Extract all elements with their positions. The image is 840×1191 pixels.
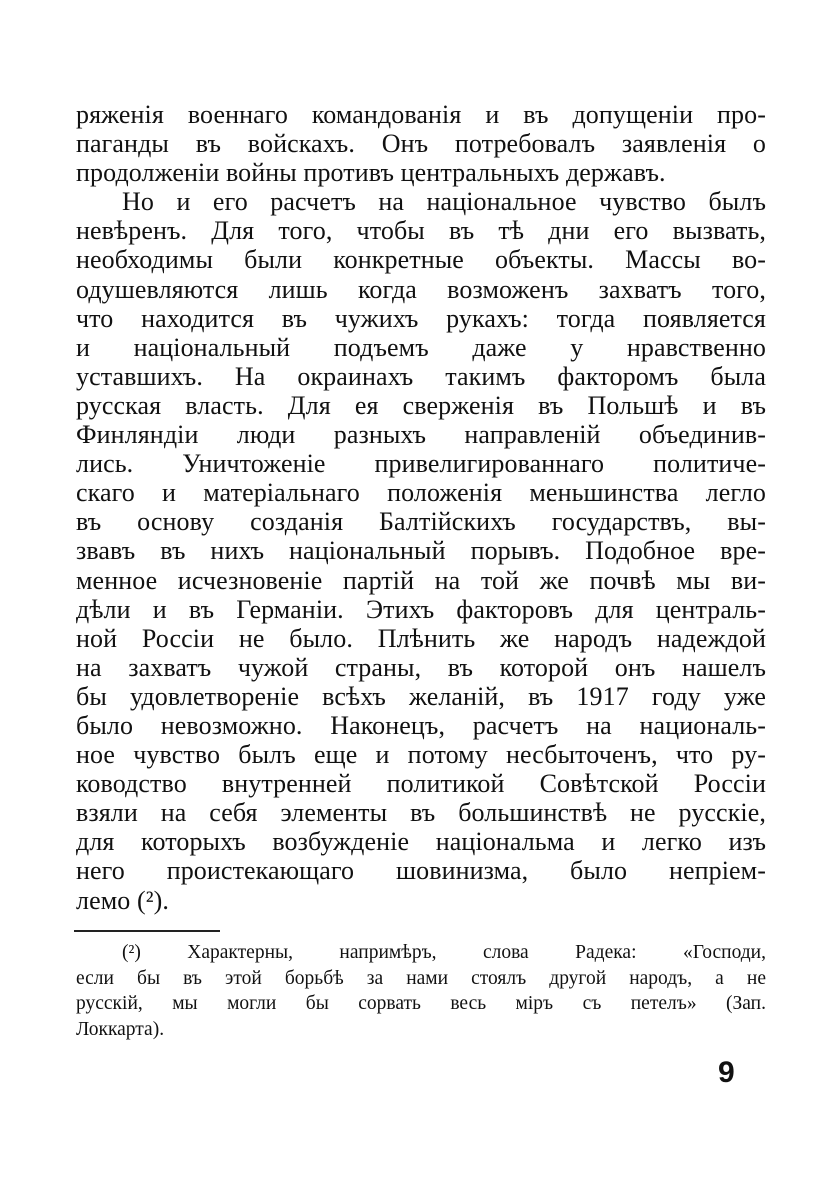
footnote-line: русскій, мы могли бы сорвать весь міръ съ петелъ» (Зап. bbox=[76, 993, 766, 1015]
text-line: на захватъ чужой страны, въ которой онъ нашелъ bbox=[76, 652, 766, 682]
footnote-divider bbox=[74, 930, 220, 932]
text-line: ной Россіи не было. Плѣнить же народъ надеждой bbox=[76, 623, 766, 653]
text-line: продолженіи войны противъ центральныхъ державъ. bbox=[76, 158, 666, 188]
text-line: ководство внутренней политикой Совѣтской Россіи bbox=[76, 769, 766, 799]
footnote-line: если бы въ этой борьбѣ за нами стоялъ другой народъ, а не bbox=[76, 967, 766, 989]
text-line: уставшихъ. На окраинахъ такимъ факторомъ была bbox=[76, 361, 766, 391]
text-line: Финляндіи люди разныхъ направленій объединив- bbox=[76, 420, 766, 450]
text-line: менное исчезновеніе партій на той же почвѣ мы ви- bbox=[76, 565, 766, 595]
text-line: паганды въ войскахъ. Онъ потребовалъ заявленія о bbox=[76, 129, 766, 159]
text-line: скаго и матеріальнаго положенія меньшинства легло bbox=[76, 478, 766, 508]
text-line: русская власть. Для ея сверженія въ Польшѣ и въ bbox=[76, 390, 766, 420]
text-line: что находится въ чужихъ рукахъ: тогда появляется bbox=[76, 303, 766, 333]
text-line: невѣренъ. Для того, чтобы въ тѣ дни его вызвать, bbox=[76, 216, 766, 246]
text-line: ное чувство былъ еще и потому несбыточенъ, что ру- bbox=[76, 740, 766, 770]
text-line: ряженія военнаго командованія и въ допущеніи про- bbox=[76, 100, 766, 129]
text-line: звавъ въ нихъ національный порывъ. Подобное вре- bbox=[76, 536, 766, 566]
paragraph-start-line: Но и его расчетъ на національное чувство былъ bbox=[122, 187, 766, 217]
text-line: бы удовлетвореніе всѣхъ желаній, въ 1917 году уже bbox=[76, 681, 766, 711]
text-line: и національный подъемъ даже у нравственно bbox=[76, 332, 766, 362]
footnote bbox=[76, 940, 766, 1042]
footnote-line: (²) Характерны, напримѣръ, слова Радека: «Господи, bbox=[122, 942, 766, 963]
text-line: лемо (²). bbox=[76, 885, 169, 915]
main-text bbox=[76, 100, 766, 915]
footnote-line: Локкарта). bbox=[76, 1018, 165, 1040]
text-line: взяли на себя элементы въ большинствѣ не русскіе, bbox=[76, 798, 766, 828]
text-line: въ основу созданія Балтійскихъ государствъ, вы- bbox=[76, 507, 766, 537]
text-line: было невозможно. Наконецъ, расчетъ на националь- bbox=[76, 710, 766, 740]
text-line: необходимы были конкретные объекты. Массы во- bbox=[76, 245, 766, 275]
text-line: для которыхъ возбужденіе національма и легко изъ bbox=[76, 827, 766, 857]
page-number: 9 bbox=[718, 1056, 735, 1089]
text-line: одушевляются лишь когда возможенъ захватъ того, bbox=[76, 274, 766, 304]
text-line: него проистекающаго шовинизма, было непріем- bbox=[76, 856, 766, 886]
text-line: дѣли и въ Германіи. Этихъ факторовъ для централь- bbox=[76, 594, 766, 624]
text-line: лись. Уничтоженіе привелигированнаго политиче- bbox=[76, 449, 766, 479]
